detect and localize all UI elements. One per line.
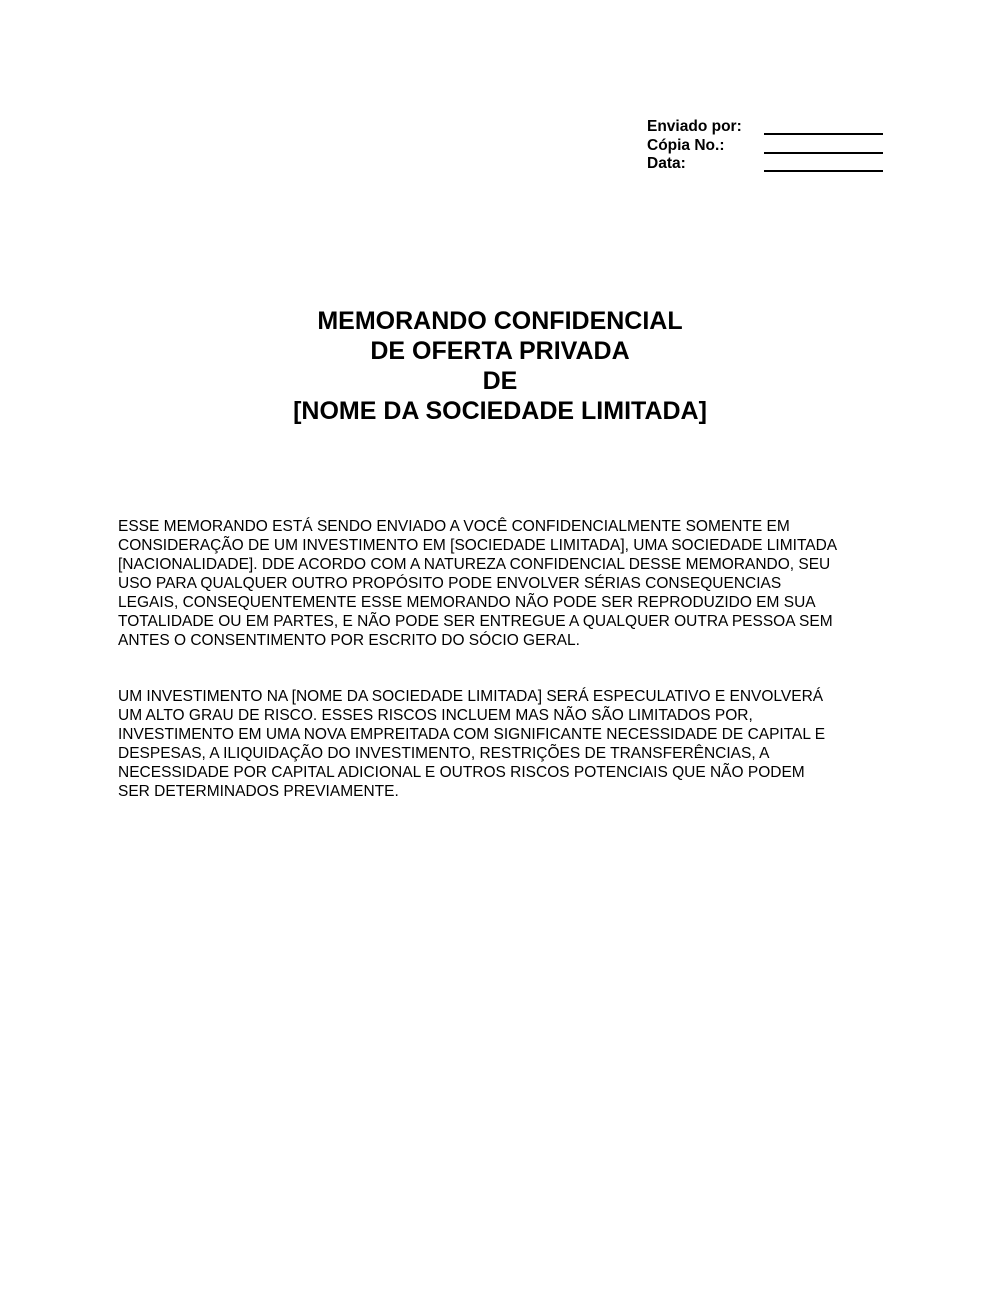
copy-number-label: Cópia No.: (647, 136, 725, 154)
paragraph-line: USO PARA QUALQUER OUTRO PROPÓSITO PODE ENVOLVER SÉRIAS CONSEQUENCIAS (118, 575, 782, 592)
paragraph-line: ANTES O CONSENTIMENTO POR ESCRITO DO SÓCIO GERAL. (118, 632, 580, 649)
date-label: Data: (647, 155, 686, 172)
paragraph-line: TOTALIDADE OU EM PARTES, E NÃO PODE SER ENTREGUE A QUALQUER OUTRA PESSOA SEM (118, 613, 833, 630)
paragraph-line: NECESSIDADE POR CAPITAL ADICIONAL E OUTROS RISCOS POTENCIAIS QUE NÃO PODEM (118, 764, 805, 781)
paragraph-line: INVESTIMENTO EM UMA NOVA EMPREITADA COM SIGNIFICANTE NECESSIDADE DE CAPITAL E (118, 726, 826, 743)
paragraph-line: CONSIDERAÇÃO DE UM INVESTIMENTO EM [SOCIEDADE LIMITADA], UMA SOCIEDADE LIMITADA (118, 537, 838, 554)
paragraph-line: [NACIONALIDADE]. DDE ACORDO COM A NATUREZA CONFIDENCIAL DESSE MEMORANDO, SEU (118, 556, 831, 573)
paragraph-line: SER DETERMINADOS PREVIAMENTE. (118, 783, 399, 800)
title-line: MEMORANDO CONFIDENCIAL (317, 307, 683, 335)
sent-by-blank-line (764, 133, 883, 135)
copy-number-field (647, 137, 883, 156)
risk-paragraph (118, 687, 898, 801)
paragraph-line: LEGAIS, CONSEQUENTEMENTE ESSE MEMORANDO NÃO PODE SER REPRODUZIDO EM SUA (118, 594, 816, 611)
document-title (0, 306, 1000, 426)
date-blank-line (764, 170, 883, 172)
paragraph-line: UM INVESTIMENTO NA [NOME DA SOCIEDADE LIMITADA] SERÁ ESPECULATIVO E ENVOLVERÁ (118, 688, 824, 705)
title-line: DE (482, 367, 518, 395)
title-line: [NOME DA SOCIEDADE LIMITADA] (293, 397, 707, 425)
date-field (647, 155, 883, 174)
confidentiality-paragraph (118, 517, 898, 650)
paragraph-line: ESSE MEMORANDO ESTÁ SENDO ENVIADO A VOCÊ CONFIDENCIALMENTE SOMENTE EM (118, 518, 790, 535)
sent-by-label: Enviado por: (647, 118, 742, 135)
sent-by-field (647, 118, 883, 137)
paragraph-line: DESPESAS, A ILIQUIDAÇÃO DO INVESTIMENTO, RESTRIÇÕES DE TRANSFERÊNCIAS, A (118, 745, 770, 762)
document-header-fields (647, 118, 883, 174)
copy-number-blank-line (764, 152, 883, 154)
title-line: DE OFERTA PRIVADA (370, 337, 630, 365)
paragraph-line: UM ALTO GRAU DE RISCO. ESSES RISCOS INCLUEM MAS NÃO SÃO LIMITADOS POR, (118, 707, 753, 724)
